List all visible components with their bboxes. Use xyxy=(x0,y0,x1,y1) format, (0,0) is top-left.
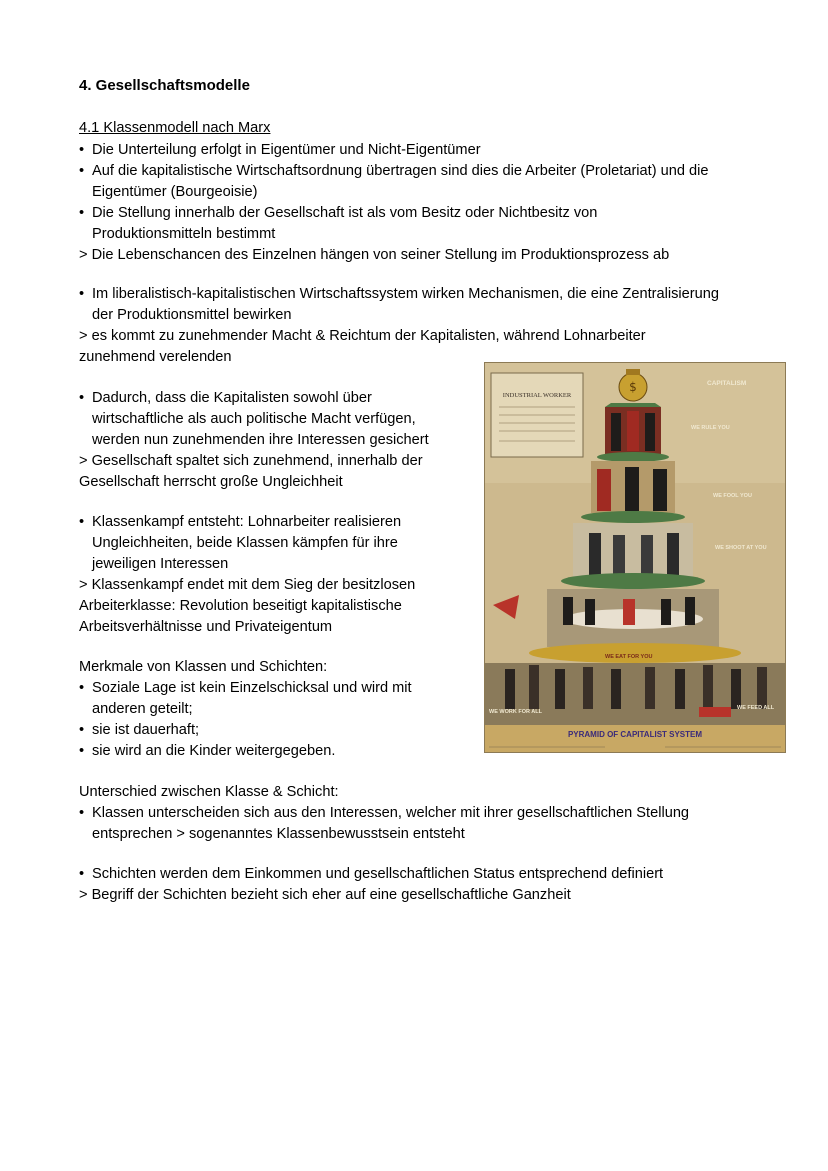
bullet-icon: • xyxy=(79,286,85,302)
bullet-icon: • xyxy=(79,205,85,221)
list-item: • Auf die kapitalistische Wirtschaftsordnung übertragen sind dies die Arbeiter (Proletariat) und die Eigentümer (Bourgeoisie) xyxy=(79,163,709,200)
section-class-struggle: • Klassenkampf entsteht: Lohnarbeiter realisieren Ungleichheiten, beide Klassen kämpfen für ihre jeweiligen Interessen > Klassenkampf endet mit dem Sieg der besitzlosen Arbeiterklasse: Revolution beseitigt kapitalistische Arbeitsverhältnisse und Privateigentum xyxy=(79,512,469,638)
list-item: • Die Stellung innerhalb der Gesellschaft ist als vom Besitz oder Nichtbesitz von Produktionsmitteln bestimmt xyxy=(79,205,598,242)
section-subheading: 4.1 Klassenmodell nach Marx xyxy=(79,120,271,136)
label-shoot: WE SHOOT AT YOU xyxy=(715,545,767,551)
svg-text:$: $ xyxy=(629,380,637,394)
label-rule: WE RULE YOU xyxy=(691,425,730,431)
section-centralisation: • Im liberalistisch-kapitalistischen Wirtschaftssystem wirken Mechanismen, die eine Zentralisierung der Produktionsmittel bewirken > es kommt zu zunehmender Macht & Reichtum der Kapitalisten, während Lohnarbeiter zunehmend verelenden xyxy=(79,284,779,368)
label-feed: WE FEED ALL xyxy=(737,705,775,711)
pyramid-illustration xyxy=(485,363,785,752)
section-title: Unterschied zwischen Klasse & Schicht: xyxy=(79,784,339,800)
conclusion-text: > Gesellschaft spaltet sich zunehmend, innerhalb der xyxy=(79,453,423,469)
list-item: • Im liberalistisch-kapitalistischen Wirtschaftssystem wirken Mechanismen, die eine Zentralisierung der Produktionsmittel bewirken xyxy=(79,286,719,323)
conclusion-text: > Klassenkampf endet mit dem Sieg der besitzlosen xyxy=(79,577,416,593)
list-item: • Soziale Lage ist kein Einzelschicksal und wird mit anderen geteilt; xyxy=(79,680,412,717)
section-title: Merkmale von Klassen und Schichten: xyxy=(79,659,328,675)
list-item: • sie ist dauerhaft; xyxy=(79,720,469,741)
bullet-icon: • xyxy=(79,680,85,696)
bullet-icon: • xyxy=(79,722,85,738)
bullet-icon: • xyxy=(79,805,85,821)
list-item: • Dadurch, dass die Kapitalisten sowohl über wirtschaftliche als auch politische Macht verfügen, werden nun zunehmenden ihre Interessen gesichert xyxy=(79,390,429,448)
bullet-icon: • xyxy=(79,743,85,759)
section-ownership xyxy=(79,140,769,266)
list-item: • Klassenkampf entsteht: Lohnarbeiter realisieren Ungleichheiten, beide Klassen kämpfen für ihre jeweiligen Interessen xyxy=(79,514,402,572)
bullet-icon: • xyxy=(79,514,85,530)
newspaper-title: INDUSTRIAL WORKER xyxy=(502,392,572,399)
label-work: WE WORK FOR ALL xyxy=(489,709,542,715)
page-heading: 4. Gesellschaftsmodelle xyxy=(79,77,250,94)
section-power: • Dadurch, dass die Kapitalisten sowohl über wirtschaftliche als auch politische Macht verfügen, werden nun zunehmenden ihre Interessen gesichert > Gesellschaft spaltet sich zunehmend, innerhalb der Gesellschaft herrscht große Ungleichheit xyxy=(79,388,469,493)
list-item: • Die Unterteilung erfolgt in Eigentümer und Nicht-Eigentümer xyxy=(79,140,769,161)
section-difference xyxy=(79,782,779,845)
section-strata xyxy=(79,864,779,906)
bullet-icon: • xyxy=(79,142,85,158)
poster-title: PYRAMID OF CAPITALIST SYSTEM xyxy=(567,730,703,739)
list-item: • Klassen unterscheiden sich aus den Interessen, welcher mit ihrer gesellschaftlichen Stellung entsprechen > sogenanntes Klassenbewusstsein entsteht xyxy=(79,805,690,842)
bullet-icon: • xyxy=(79,866,85,882)
list-item: • sie wird an die Kinder weitergegeben. xyxy=(79,741,469,762)
label-eat: WE EAT FOR YOU xyxy=(605,654,653,660)
conclusion-text: > Die Lebenschancen des Einzelnen hängen von seiner Stellung im Produktionsprozess ab xyxy=(79,247,670,263)
label-capitalism: CAPITALISM xyxy=(707,380,747,387)
list-item: • Schichten werden dem Einkommen und gesellschaftlichen Status entsprechend definiert xyxy=(79,864,779,885)
section-features xyxy=(79,657,469,762)
label-fool: WE FOOL YOU xyxy=(713,493,752,499)
bullet-icon: • xyxy=(79,163,85,179)
bullet-icon: • xyxy=(79,390,85,406)
conclusion-text: > es kommt zu zunehmender Macht & Reichtum der Kapitalisten, während Lohnarbeiter xyxy=(79,328,646,344)
pyramid-poster-image xyxy=(484,362,786,753)
conclusion-text: > Begriff der Schichten bezieht sich eher auf eine gesellschaftliche Ganzheit xyxy=(79,887,571,903)
